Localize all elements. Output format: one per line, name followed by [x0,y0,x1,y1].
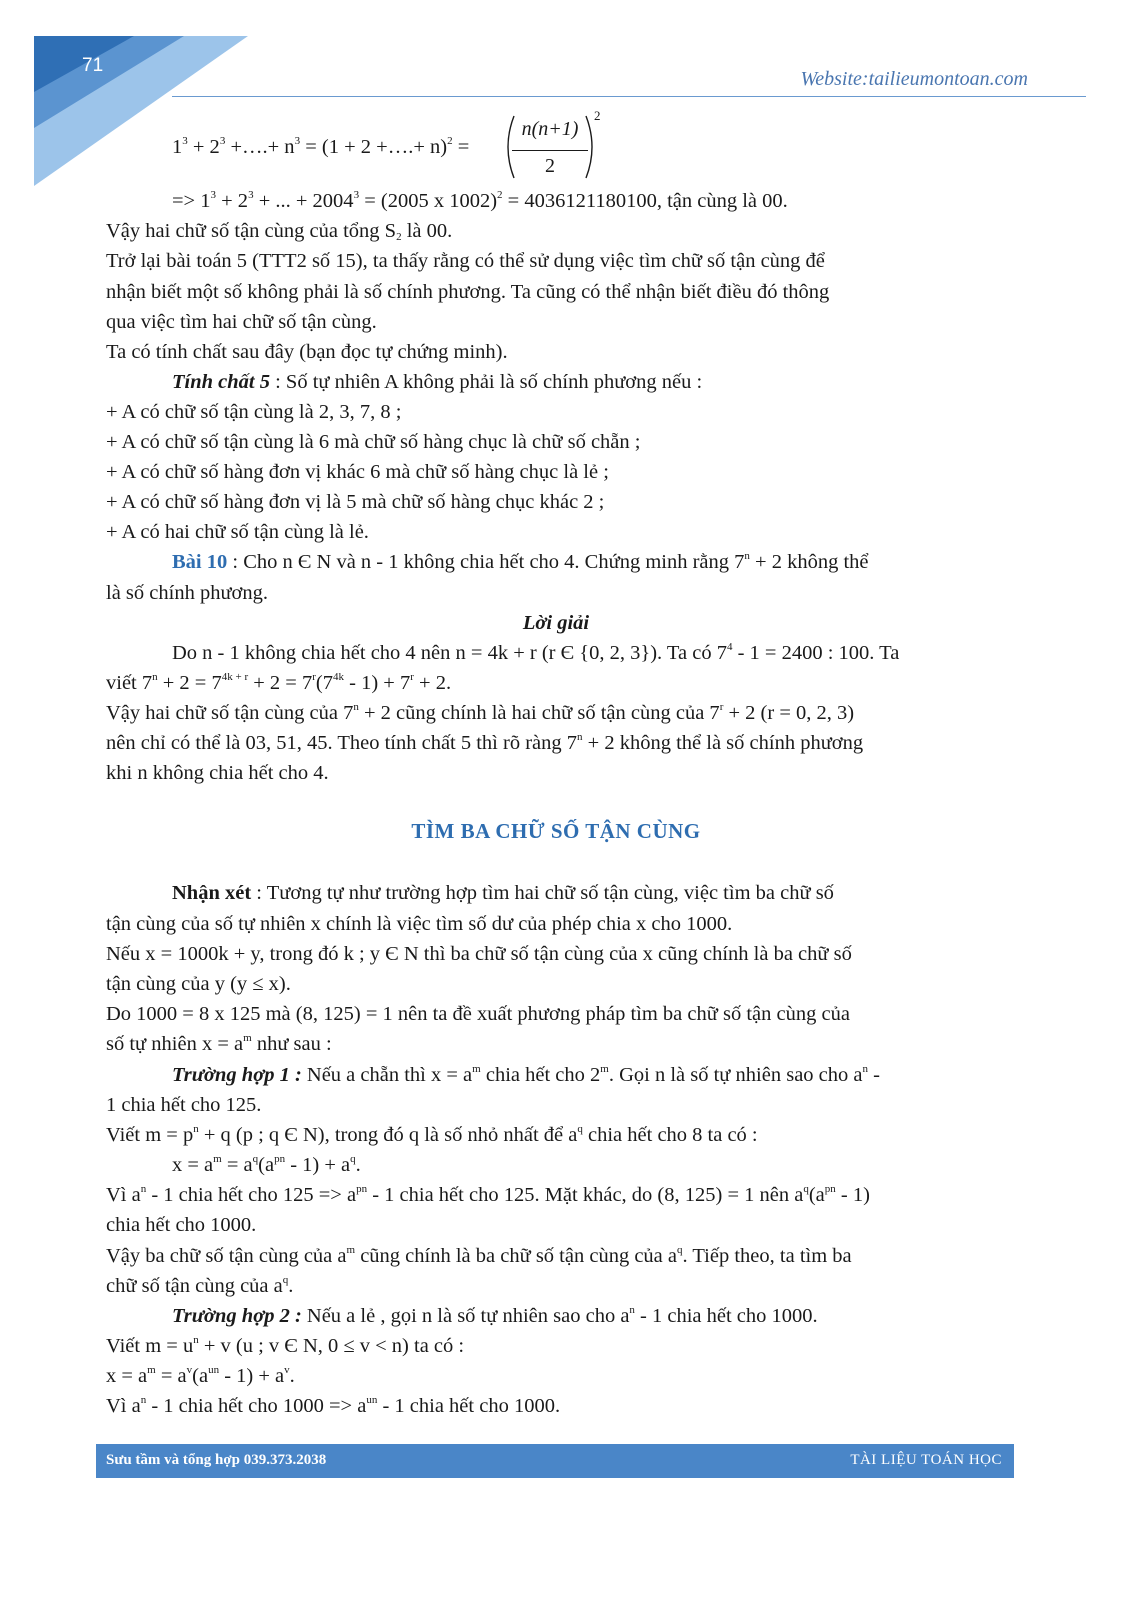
footer-contact: Sưu tầm và tổng hợp 039.373.2038 [106,1452,327,1468]
text-line: Do n - 1 không chia hết cho 4 nên n = 4k + r (r Є {0, 2, 3}). Ta có $7^4 - 1 = 2400$ : 100. Ta [172,641,900,664]
text-line: Viết $m = p^n + q$ (p ; q Є N), trong đó q là số nhỏ nhất để $a^q$ chia hết cho 8 ta có : [106,1123,758,1146]
footer-bar [96,1444,1014,1478]
text-line: chia hết cho 1000. [106,1214,257,1236]
formula-line: $x = a^m = a^q(a^{pn} - 1) + a^q$. [172,1153,361,1176]
text-line: Viết $m = u^n + v$ (u ; v Є N, 0 ≤ v < n) ta có : [106,1334,465,1357]
text-line: Vậy hai chữ số tận cùng của tổng $S_2$ là 00. [106,220,453,243]
text-line: Vậy hai chữ số tận cùng của $7^n + 2$ cũng chính là hai chữ số tận cùng của $7^r + 2$ (r = 0, 2, 3) [106,701,855,724]
exercise-10-heading: Bài 10 : Cho n Є N và n - 1 không chia hết cho 4. Chứng minh rằng $7^n + 2$ không thể [172,550,869,573]
text-line: Vì $a^n - 1$ chia hết cho $1000 => a^{un} - 1$ chia hết cho 1000. [106,1394,561,1417]
fraction-denominator: 2 [545,155,555,177]
case-1-heading: Trường hợp 1 : Nếu a chẵn thì $x = a^m$ chia hết cho 2$^m$. Gọi n là số tự nhiên sao cho $a^n$ - [172,1063,880,1086]
text-line: Do 1000 = 8 x 125 mà (8, 125) = 1 nên ta đề xuất phương pháp tìm ba chữ số tận cùng của [106,1003,850,1025]
page-number: 71 [82,55,104,76]
list-item: + A có hai chữ số tận cùng là lẻ. [106,521,369,543]
text-line: tận cùng của y (y ≤ x). [106,973,291,995]
text-line: viết $7^n + 2 = 7^{4k + r} + 2 = 7^r(7^{4k} - 1) + 7^r + 2$. [106,671,452,694]
text-line: số tự nhiên $x = a^m$ như sau : [106,1032,332,1055]
text-line: Vì $a^n - 1$ chia hết cho $125 => a^{pn} - 1$ chia hết cho 125. Mặt khác, do (8, 125) = 1 nên $a^q(a^{pn} - 1)$ [106,1183,870,1206]
website-url: Website:tailieumontoan.com [800,68,1028,90]
text-line: Vậy ba chữ số tận cùng của $a^m$ cũng chính là ba chữ số tận cùng của $a^q$. Tiếp theo, ta tìm ba [106,1244,852,1267]
remark-heading: Nhận xét : Tương tự như trường hợp tìm hai chữ số tận cùng, việc tìm ba chữ số [172,882,834,904]
property-5-heading: Tính chất 5 : Số tự nhiên A không phải là số chính phương nếu : [172,371,703,393]
list-item: + A có chữ số hàng đơn vị khác 6 mà chữ số hàng chục là lẻ ; [106,461,609,483]
text-line: qua việc tìm hai chữ số tận cùng. [106,311,377,333]
text-line: Trở lại bài toán 5 (TTT2 số 15), ta thấy rằng có thể sử dụng việc tìm chữ số tận cùng để [106,250,825,272]
formula-line-result: => $1^3 + 2^3$ + ... + $2004^3 = (2005$ x 1002)$^2$ = 4036121180100, tận cùng là 00. [172,189,788,212]
section-title: TÌM BA CHỮ SỐ TẬN CÙNG [411,819,701,843]
footer-title: TÀI LIỆU TOÁN HỌC [850,1452,1002,1468]
fraction-numerator: n(n+1) [521,118,579,140]
fraction-formula [504,108,601,182]
fraction-bar [512,150,588,151]
case-2-heading: Trường hợp 2 : Nếu a lẻ , gọi n là số tự nhiên sao cho $a^n - 1$ chia hết cho 1000. [172,1304,818,1327]
text-line: là số chính phương. [106,582,269,604]
fraction-exponent: 2 [594,108,601,123]
text-line: Ta có tính chất sau đây (bạn đọc tự chứng minh). [106,341,508,363]
solution-heading: Lời giải [522,612,590,634]
list-item: + A có chữ số tận cùng là 2, 3, 7, 8 ; [106,401,402,423]
text-line: khi n không chia hết cho 4. [106,762,329,784]
list-item: + A có chữ số tận cùng là 6 mà chữ số hàng chục là chữ số chẵn ; [106,431,641,453]
corner-decoration [34,36,248,186]
formula-line-sum-cubes: $1^3 + 2^3$ +….+ $n^3 = (1 + 2$ +….+ n)$^2$ = [172,135,470,158]
list-item: + A có chữ số hàng đơn vị là 5 mà chữ số hàng chục khác 2 ; [106,491,605,513]
text-line: tận cùng của số tự nhiên x chính là việc tìm số dư của phép chia x cho 1000. [106,913,733,935]
text-line: chữ số tận cùng của $a^q$. [106,1274,294,1297]
header-divider [172,96,1086,97]
text-line: nên chỉ có thể là 03, 51, 45. Theo tính chất 5 thì rõ ràng $7^n + 2$ không thể là số chính phương [106,731,864,754]
formula-line: $x = a^m = a^v(a^{un} - 1) + a^v$. [106,1364,295,1387]
text-line: Nếu x = 1000k + y, trong đó k ; y Є N thì ba chữ số tận cùng của x cũng chính là ba chữ số [106,943,852,965]
text-line: nhận biết một số không phải là số chính phương. Ta cũng có thể nhận biết điều đó thông [106,281,830,303]
text-line: 1 chia hết cho 125. [106,1094,262,1116]
